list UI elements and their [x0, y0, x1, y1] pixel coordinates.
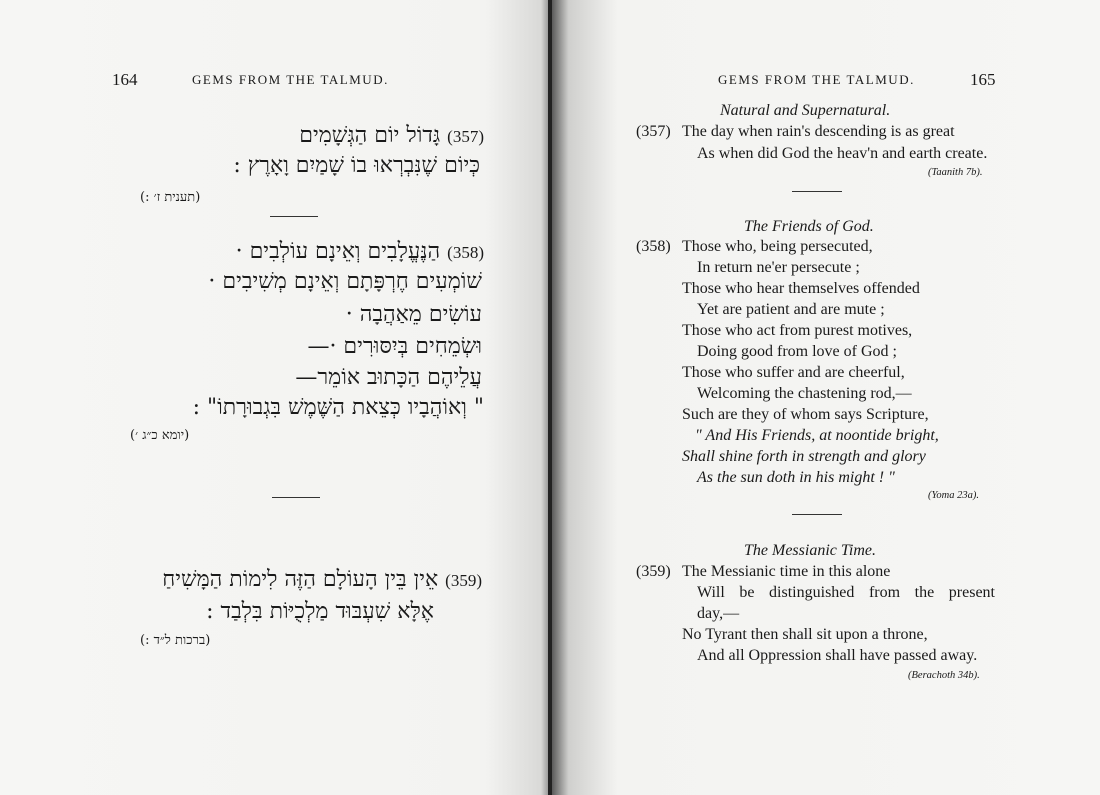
text-359-line-3: day,— — [697, 605, 740, 622]
page-number-left: 164 — [112, 70, 138, 89]
running-head-left: GEMS FROM THE TALMUD. — [192, 72, 389, 87]
hebrew-source-357: (תענית ז׳ :) — [140, 190, 201, 205]
entry-number-357: (357) — [447, 127, 484, 146]
text-357-line-2: As when did God the heav'n and earth create. — [697, 145, 988, 162]
running-head-right: GEMS FROM THE TALMUD. — [718, 72, 915, 87]
entry-number-359: (359) — [445, 571, 482, 590]
section-heading-359: The Messianic Time. — [744, 542, 876, 559]
hebrew-358-line-1: (358) הַנֶּעֱלָבִים וְאֵינָם עוֹלְבִים · — [235, 239, 484, 264]
text-358-line-2: In return ne'er persecute ; — [697, 259, 860, 276]
divider — [792, 191, 842, 192]
hebrew-359-line-1: (359) אֵין בֵּין הָעוֹלָם הַזֶּה לִימוֹת הַמָּשִׁיחַ — [162, 567, 482, 592]
entry-number-359: (359) — [636, 563, 671, 580]
hebrew-359-line-2: אֶלָּא שִׁעְבּוּד מַלְכֻיּוֹת בִּלְבַד : — [206, 599, 434, 624]
hebrew-358-line-3: עוֹשִׂים מֵאַהֲבָה · — [345, 302, 482, 327]
text-358-line-7: Those who suffer and are cheerful, — [682, 364, 905, 381]
text-358-line-4: Yet are patient and are mute ; — [697, 301, 885, 318]
hebrew-358-line-5: עֲלֵיהֶם הַכָּתוּב אוֹמֵר— — [295, 365, 482, 390]
hebrew-358-line-4: וּשְׂמֵחִים בְּיִסּוּרִים ·— — [307, 334, 482, 359]
text-358-line-1: Those who, being persecuted, — [682, 238, 873, 255]
hebrew-357-line-2: כְּיוֹם שֶׁנִּבְרְאוּ בוֹ שָׁמַיִם וָאָרֶץ : — [233, 153, 480, 178]
page-number-right: 165 — [970, 70, 996, 89]
text-358-line-6: Doing good from love of God ; — [697, 343, 897, 360]
entry-number-357: (357) — [636, 123, 671, 140]
hebrew-source-359: (ברכות ל״ד :) — [140, 633, 211, 648]
entry-number-358: (358) — [636, 238, 671, 255]
divider — [792, 514, 842, 515]
source-358: (Yoma 23a). — [928, 490, 979, 501]
hebrew-358-line-6: " וְאוֹהֲבָיו כְּצֵאת הַשֶּׁמֶשׁ בִּגְבוּרָתוֹ" : — [192, 395, 484, 420]
text-358-line-12: As the sun doth in his might ! " — [697, 469, 895, 486]
section-heading-358: The Friends of God. — [744, 218, 874, 235]
text-358-line-11: Shall shine forth in strength and glory — [682, 448, 926, 465]
text-358-line-8: Welcoming the chastening rod,— — [697, 385, 912, 402]
text-357-line-1: The day when rain's descending is as great — [682, 123, 955, 140]
text-358-line-10: " And His Friends, at noontide bright, — [695, 427, 939, 444]
divider — [272, 497, 320, 498]
section-heading-357: Natural and Supernatural. — [720, 102, 891, 119]
text-358-line-5: Those who act from purest motives, — [682, 322, 913, 339]
text-358-line-9: Such are they of whom says Scripture, — [682, 406, 929, 423]
source-357: (Taanith 7b). — [928, 167, 983, 178]
hebrew-358-line-2: שׁוֹמְעִים חֶרְפָּתָם וְאֵינָם מְשִׁיבִים · — [208, 269, 482, 294]
text-359-line-2: Will be distinguished from the present — [697, 584, 995, 601]
divider — [270, 216, 318, 217]
hebrew-source-358: (יומא כ״ג ׳) — [130, 428, 190, 443]
text-359-line-4: No Tyrant then shall sit upon a throne, — [682, 626, 928, 643]
hebrew-357-line-1: (357) גָּדוֹל יוֹם הַגְּשָׁמִים — [299, 123, 484, 148]
text-359-line-1: The Messianic time in this alone — [682, 563, 891, 580]
entry-number-358: (358) — [447, 243, 484, 262]
text-358-line-3: Those who hear themselves offended — [682, 280, 920, 297]
source-359: (Berachoth 34b). — [908, 670, 980, 681]
right-page — [552, 0, 1100, 795]
text-359-line-5: And all Oppression shall have passed away. — [697, 647, 978, 664]
